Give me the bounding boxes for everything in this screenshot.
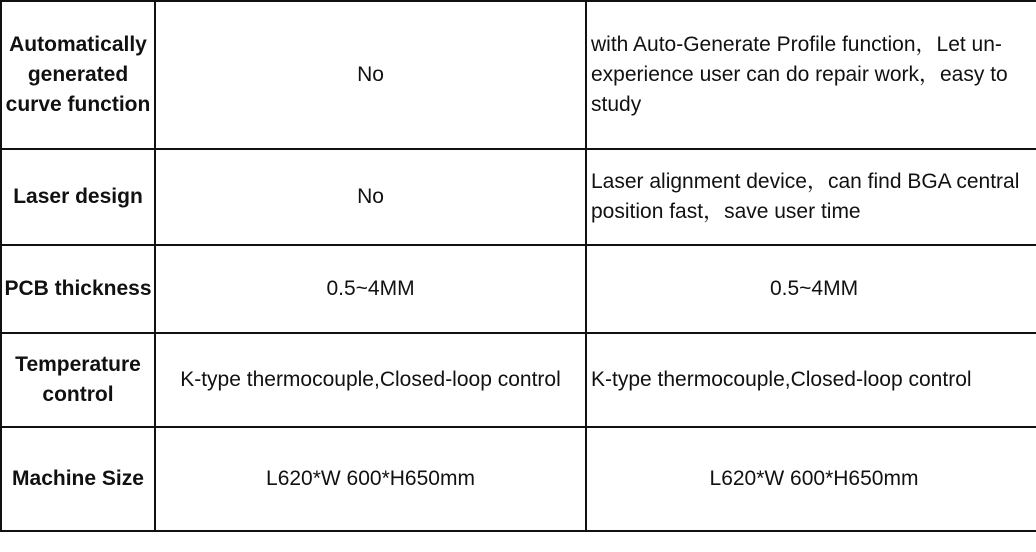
row-middle-value: K-type thermocouple,Closed-loop control [155,333,586,427]
row-middle-value: No [155,149,586,245]
row-label: Machine Size [1,427,155,531]
row-right-value: with Auto-Generate Profile function，Let un-experience user can do repair work，easy to study [586,1,1036,149]
row-right-value: 0.5~4MM [586,245,1036,333]
table-row [1,1,1036,149]
row-middle-value: 0.5~4MM [155,245,586,333]
row-middle-value: No [155,1,586,149]
row-label: Laser design [1,149,155,245]
table-row [1,427,1036,531]
row-label: Temperature control [1,333,155,427]
row-middle-value: L620*W 600*H650mm [155,427,586,531]
row-label: Automatically generated curve function [1,1,155,149]
table-row [1,245,1036,333]
row-right-value: K-type thermocouple,Closed-loop control [586,333,1036,427]
row-right-value: L620*W 600*H650mm [586,427,1036,531]
row-right-value: Laser alignment device，can find BGA central position fast，save user time [586,149,1036,245]
table-row [1,149,1036,245]
row-label: PCB thickness [1,245,155,333]
table-row [1,333,1036,427]
